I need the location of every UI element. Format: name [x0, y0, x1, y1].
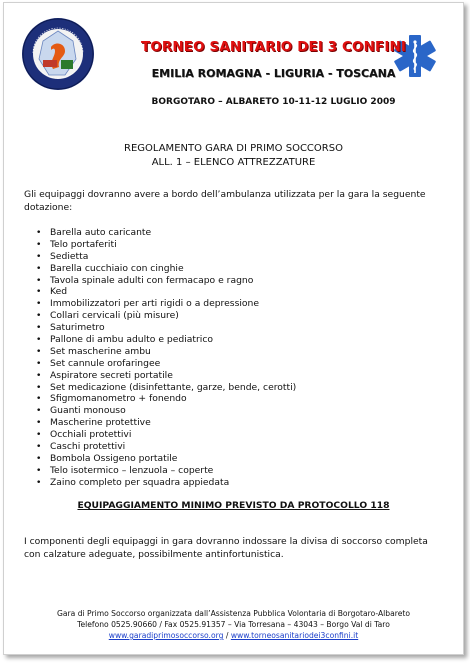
- equipment-list: [34, 227, 296, 489]
- list-item: • Sedietta: [34, 251, 296, 263]
- tournament-title: TORNEO SANITARIO DEI 3 CONFINI: [141, 39, 406, 55]
- document-title-line1: REGOLAMENTO GARA DI PRIMO SOCCORSO: [124, 143, 343, 154]
- closing-paragraph: I componenti degli equipaggi in gara dovranno indossare la divisa di soccorso completa con calzature adeguate, possibilmente antinfortunistica.: [24, 536, 428, 560]
- footer-organizer: Gara di Primo Soccorso organizzata dall’Assistenza Pubblica Volontaria di Borgotaro-Albareto: [56, 609, 411, 618]
- list-item: • Caschi protettivi: [34, 441, 296, 453]
- list-item: • Aspiratore secreti portatile: [34, 370, 296, 382]
- protocol-heading: EQUIPAGGIAMENTO MINIMO PREVISTO DA PROTOCOLLO 118: [77, 500, 390, 511]
- document-title: [4, 142, 463, 170]
- regions-subtitle: EMILIA ROMAGNA - LIGURIA - TOSCANA: [151, 67, 396, 80]
- list-item: • Saturimetro: [34, 322, 296, 334]
- list-item: • Immobilizzatori per arti rigidi o a depressione: [34, 298, 296, 310]
- list-item: • Set mascherine ambu: [34, 346, 296, 358]
- list-item: • Zaino completo per squadra appiedata: [34, 477, 296, 489]
- list-item: • Set cannule orofaringee: [34, 358, 296, 370]
- intro-paragraph: Gli equipaggi dovranno avere a bordo dell’ambulanza utilizzata per la gara la seguente dotazione:: [24, 189, 426, 213]
- list-item: • Pallone di ambu adulto e pediatrico: [34, 334, 296, 346]
- list-item: • Guanti monouso: [34, 405, 296, 417]
- footer-contacts: Telefono 0525.90660 / Fax 0525.91357 – Via Torresana – 43043 – Borgo Val di Taro: [77, 620, 390, 629]
- list-item: • Mascherine protettive: [34, 417, 296, 429]
- tournament-website-link[interactable]: www.torneosanitariodei3confini.it: [230, 631, 359, 640]
- list-item: • Set medicazione (disinfettante, garze, bende, cerotti): [34, 382, 296, 394]
- link-separator: /: [223, 631, 231, 640]
- list-item: • Sfigmomanometro + fonendo: [34, 393, 296, 405]
- list-item: • Collari cervicali (più misure): [34, 310, 296, 322]
- list-item: • Occhiali protettivi: [34, 429, 296, 441]
- list-item: • Barella cucchiaio con cinghie: [34, 263, 296, 275]
- list-item: • Bombola Ossigeno portatile: [34, 453, 296, 465]
- footer: [4, 608, 463, 641]
- document-title-line2: ALL. 1 – ELENCO ATTREZZATURE: [151, 157, 316, 168]
- list-item: • Ked: [34, 286, 296, 298]
- list-item: • Telo isotermico – lenzuola – coperte: [34, 465, 296, 477]
- list-item: • Tavola spinale adulti con fermacapo e ragno: [34, 275, 296, 287]
- document-page: [3, 2, 464, 655]
- footer-links: [4, 630, 463, 641]
- website-link[interactable]: www.garadiprimosoccorso.org: [108, 631, 224, 640]
- list-item: • Barella auto caricante: [34, 227, 296, 239]
- event-dates: BORGOTARO – ALBARETO 10-11-12 LUGLIO 2009: [151, 97, 396, 107]
- list-item: • Telo portaferiti: [34, 239, 296, 251]
